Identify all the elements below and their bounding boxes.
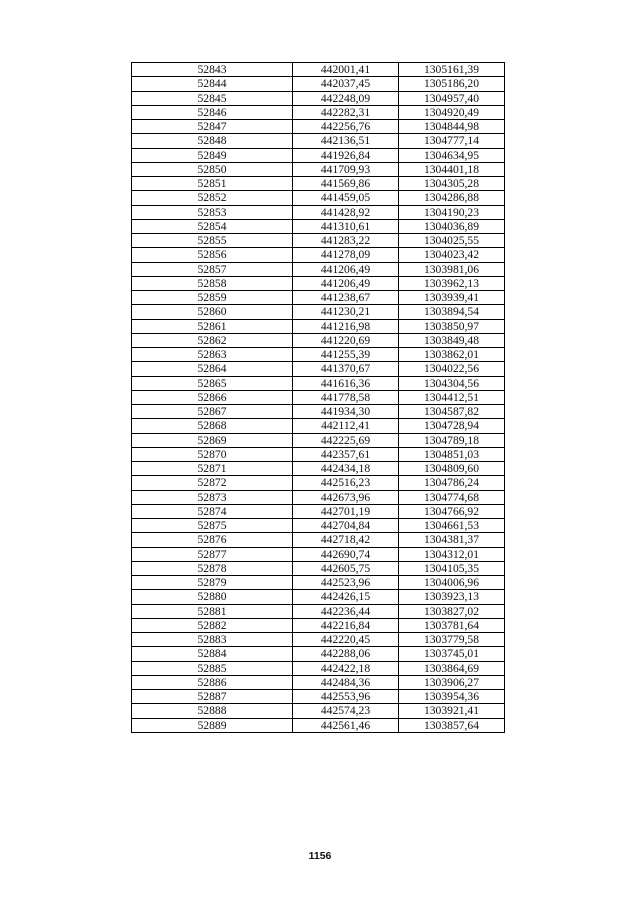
point-number-cell: 52875	[132, 519, 293, 533]
point-number-cell: 52844	[132, 77, 293, 91]
point-number-cell: 52888	[132, 704, 293, 718]
table-row	[132, 376, 505, 390]
y-coordinate-cell: 1304006,96	[399, 576, 505, 590]
x-coordinate-cell: 442516,23	[293, 476, 399, 490]
point-number-cell: 52868	[132, 419, 293, 433]
y-coordinate-cell: 1305186,20	[399, 77, 505, 91]
y-coordinate-cell: 1303921,41	[399, 704, 505, 718]
point-number-cell: 52853	[132, 205, 293, 219]
point-number-cell: 52874	[132, 504, 293, 518]
point-number-cell: 52854	[132, 219, 293, 233]
table-row	[132, 134, 505, 148]
x-coordinate-cell: 441778,58	[293, 390, 399, 404]
y-coordinate-cell: 1304661,53	[399, 519, 505, 533]
table-row	[132, 105, 505, 119]
point-number-cell: 52843	[132, 63, 293, 77]
y-coordinate-cell: 1304401,18	[399, 162, 505, 176]
x-coordinate-cell: 441428,92	[293, 205, 399, 219]
y-coordinate-cell: 1304844,98	[399, 120, 505, 134]
point-number-cell: 52872	[132, 476, 293, 490]
table-row	[132, 205, 505, 219]
x-coordinate-cell: 441569,86	[293, 177, 399, 191]
y-coordinate-cell: 1304786,24	[399, 476, 505, 490]
point-number-cell: 52873	[132, 490, 293, 504]
point-number-cell: 52855	[132, 234, 293, 248]
x-coordinate-cell: 441255,39	[293, 348, 399, 362]
table-row	[132, 490, 505, 504]
table-row	[132, 704, 505, 718]
y-coordinate-cell: 1303894,54	[399, 305, 505, 319]
table-row	[132, 219, 505, 233]
point-number-cell: 52870	[132, 447, 293, 461]
x-coordinate-cell: 442574,23	[293, 704, 399, 718]
x-coordinate-cell: 441709,93	[293, 162, 399, 176]
x-coordinate-cell: 442256,76	[293, 120, 399, 134]
y-coordinate-cell: 1304025,55	[399, 234, 505, 248]
x-coordinate-cell: 441283,22	[293, 234, 399, 248]
point-number-cell: 52877	[132, 547, 293, 561]
table-row	[132, 419, 505, 433]
table-row	[132, 120, 505, 134]
y-coordinate-cell: 1304789,18	[399, 433, 505, 447]
table-row	[132, 162, 505, 176]
point-number-cell: 52857	[132, 262, 293, 276]
y-coordinate-cell: 1303954,36	[399, 690, 505, 704]
table-row	[132, 248, 505, 262]
table-row	[132, 576, 505, 590]
x-coordinate-cell: 442704,84	[293, 519, 399, 533]
table-row	[132, 690, 505, 704]
table-row	[132, 234, 505, 248]
x-coordinate-cell: 442605,75	[293, 561, 399, 575]
y-coordinate-cell: 1303981,06	[399, 262, 505, 276]
table-row	[132, 533, 505, 547]
table-row	[132, 276, 505, 290]
y-coordinate-cell: 1304766,92	[399, 504, 505, 518]
table-row	[132, 547, 505, 561]
x-coordinate-cell: 441310,61	[293, 219, 399, 233]
x-coordinate-cell: 442248,09	[293, 91, 399, 105]
y-coordinate-cell: 1304920,49	[399, 105, 505, 119]
x-coordinate-cell: 441238,67	[293, 291, 399, 305]
table-row	[132, 148, 505, 162]
table-row	[132, 177, 505, 191]
table-row	[132, 447, 505, 461]
y-coordinate-cell: 1304305,28	[399, 177, 505, 191]
x-coordinate-cell: 442112,41	[293, 419, 399, 433]
y-coordinate-cell: 1303939,41	[399, 291, 505, 305]
table-row	[132, 675, 505, 689]
y-coordinate-cell: 1304036,89	[399, 219, 505, 233]
table-row	[132, 519, 505, 533]
x-coordinate-cell: 442553,96	[293, 690, 399, 704]
x-coordinate-cell: 442136,51	[293, 134, 399, 148]
table-row	[132, 618, 505, 632]
point-number-cell: 52849	[132, 148, 293, 162]
table-row	[132, 462, 505, 476]
point-number-cell: 52880	[132, 590, 293, 604]
x-coordinate-cell: 441278,09	[293, 248, 399, 262]
point-number-cell: 52879	[132, 576, 293, 590]
x-coordinate-cell: 441230,21	[293, 305, 399, 319]
y-coordinate-cell: 1303962,13	[399, 276, 505, 290]
table-row	[132, 291, 505, 305]
x-coordinate-cell: 442484,36	[293, 675, 399, 689]
y-coordinate-cell: 1303827,02	[399, 604, 505, 618]
point-number-cell: 52884	[132, 647, 293, 661]
y-coordinate-cell: 1304286,88	[399, 191, 505, 205]
point-number-cell: 52871	[132, 462, 293, 476]
y-coordinate-cell: 1303862,01	[399, 348, 505, 362]
table-row	[132, 590, 505, 604]
coordinates-table	[131, 62, 505, 733]
point-number-cell: 52882	[132, 618, 293, 632]
x-coordinate-cell: 442357,61	[293, 447, 399, 461]
point-number-cell: 52860	[132, 305, 293, 319]
point-number-cell: 52848	[132, 134, 293, 148]
point-number-cell: 52878	[132, 561, 293, 575]
y-coordinate-cell: 1303850,97	[399, 319, 505, 333]
point-number-cell: 52861	[132, 319, 293, 333]
y-coordinate-cell: 1304809,60	[399, 462, 505, 476]
x-coordinate-cell: 441934,30	[293, 405, 399, 419]
table-row	[132, 405, 505, 419]
table-row	[132, 191, 505, 205]
x-coordinate-cell: 441220,69	[293, 333, 399, 347]
y-coordinate-cell: 1303745,01	[399, 647, 505, 661]
x-coordinate-cell: 442225,69	[293, 433, 399, 447]
y-coordinate-cell: 1303849,48	[399, 333, 505, 347]
point-number-cell: 52845	[132, 91, 293, 105]
table-row	[132, 91, 505, 105]
x-coordinate-cell: 442701,19	[293, 504, 399, 518]
x-coordinate-cell: 442216,84	[293, 618, 399, 632]
x-coordinate-cell: 442037,45	[293, 77, 399, 91]
table-row	[132, 661, 505, 675]
x-coordinate-cell: 442690,74	[293, 547, 399, 561]
point-number-cell: 52851	[132, 177, 293, 191]
point-number-cell: 52850	[132, 162, 293, 176]
x-coordinate-cell: 442282,31	[293, 105, 399, 119]
table-row	[132, 718, 505, 732]
x-coordinate-cell: 442236,44	[293, 604, 399, 618]
table-row	[132, 633, 505, 647]
x-coordinate-cell: 441616,36	[293, 376, 399, 390]
table-row	[132, 476, 505, 490]
x-coordinate-cell: 442561,46	[293, 718, 399, 732]
x-coordinate-cell: 442718,42	[293, 533, 399, 547]
point-number-cell: 52876	[132, 533, 293, 547]
x-coordinate-cell: 441926,84	[293, 148, 399, 162]
point-number-cell: 52864	[132, 362, 293, 376]
table-row	[132, 362, 505, 376]
y-coordinate-cell: 1304023,42	[399, 248, 505, 262]
y-coordinate-cell: 1303779,58	[399, 633, 505, 647]
point-number-cell: 52856	[132, 248, 293, 262]
table-row	[132, 333, 505, 347]
y-coordinate-cell: 1304851,03	[399, 447, 505, 461]
table-row	[132, 319, 505, 333]
table-row	[132, 63, 505, 77]
x-coordinate-cell: 441370,67	[293, 362, 399, 376]
y-coordinate-cell: 1304190,23	[399, 205, 505, 219]
point-number-cell: 52887	[132, 690, 293, 704]
point-number-cell: 52847	[132, 120, 293, 134]
point-number-cell: 52867	[132, 405, 293, 419]
y-coordinate-cell: 1304777,14	[399, 134, 505, 148]
y-coordinate-cell: 1303857,64	[399, 718, 505, 732]
point-number-cell: 52852	[132, 191, 293, 205]
table-row	[132, 504, 505, 518]
table-row	[132, 561, 505, 575]
coordinates-table-body	[132, 63, 505, 733]
y-coordinate-cell: 1303923,13	[399, 590, 505, 604]
table-row	[132, 305, 505, 319]
table-row	[132, 262, 505, 276]
point-number-cell: 52859	[132, 291, 293, 305]
y-coordinate-cell: 1305161,39	[399, 63, 505, 77]
point-number-cell: 52866	[132, 390, 293, 404]
x-coordinate-cell: 441206,49	[293, 276, 399, 290]
point-number-cell: 52865	[132, 376, 293, 390]
point-number-cell: 52846	[132, 105, 293, 119]
y-coordinate-cell: 1304634,95	[399, 148, 505, 162]
page-number: 1156	[308, 850, 332, 862]
y-coordinate-cell: 1304304,56	[399, 376, 505, 390]
point-number-cell: 52869	[132, 433, 293, 447]
table-row	[132, 433, 505, 447]
point-number-cell: 52883	[132, 633, 293, 647]
y-coordinate-cell: 1304728,94	[399, 419, 505, 433]
x-coordinate-cell: 442422,18	[293, 661, 399, 675]
point-number-cell: 52862	[132, 333, 293, 347]
point-number-cell: 52858	[132, 276, 293, 290]
y-coordinate-cell: 1304774,68	[399, 490, 505, 504]
table-row	[132, 390, 505, 404]
x-coordinate-cell: 442220,45	[293, 633, 399, 647]
y-coordinate-cell: 1304381,37	[399, 533, 505, 547]
x-coordinate-cell: 442434,18	[293, 462, 399, 476]
point-number-cell: 52885	[132, 661, 293, 675]
y-coordinate-cell: 1304412,51	[399, 390, 505, 404]
y-coordinate-cell: 1304957,40	[399, 91, 505, 105]
y-coordinate-cell: 1304105,35	[399, 561, 505, 575]
x-coordinate-cell: 442288,06	[293, 647, 399, 661]
y-coordinate-cell: 1303864,69	[399, 661, 505, 675]
table-row	[132, 647, 505, 661]
table-row	[132, 77, 505, 91]
y-coordinate-cell: 1304022,56	[399, 362, 505, 376]
x-coordinate-cell: 442673,96	[293, 490, 399, 504]
x-coordinate-cell: 442426,15	[293, 590, 399, 604]
y-coordinate-cell: 1303906,27	[399, 675, 505, 689]
point-number-cell: 52863	[132, 348, 293, 362]
y-coordinate-cell: 1303781,64	[399, 618, 505, 632]
y-coordinate-cell: 1304587,82	[399, 405, 505, 419]
point-number-cell: 52886	[132, 675, 293, 689]
x-coordinate-cell: 441216,98	[293, 319, 399, 333]
y-coordinate-cell: 1304312,01	[399, 547, 505, 561]
x-coordinate-cell: 441459,05	[293, 191, 399, 205]
point-number-cell: 52889	[132, 718, 293, 732]
table-row	[132, 604, 505, 618]
x-coordinate-cell: 442523,96	[293, 576, 399, 590]
point-number-cell: 52881	[132, 604, 293, 618]
table-row	[132, 348, 505, 362]
x-coordinate-cell: 441206,49	[293, 262, 399, 276]
x-coordinate-cell: 442001,41	[293, 63, 399, 77]
